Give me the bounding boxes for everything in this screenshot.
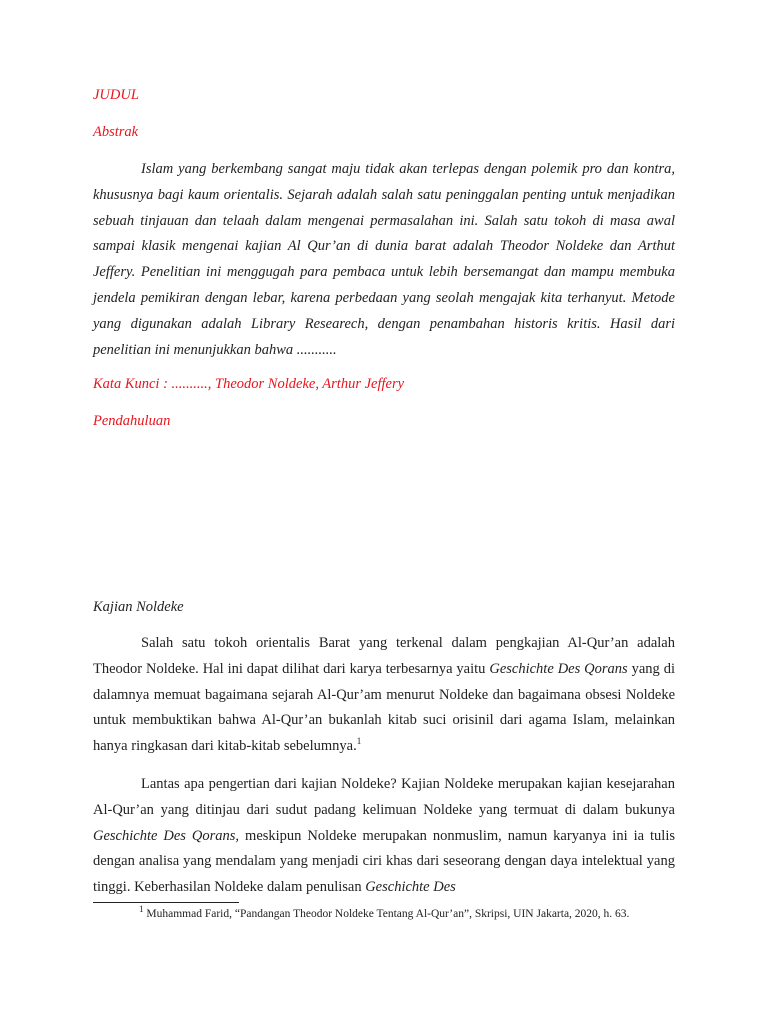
book-title: Geschichte Des Qorans [489, 660, 628, 677]
abstract-paragraph [93, 157, 675, 363]
footnote-number: 1 [139, 904, 144, 915]
introduction-heading: Pendahuluan [93, 413, 171, 429]
paragraph2-text-b: meskipun Noldeke merupakan nonmuslim, namun karyanya ini ia tulis dengan analisa yang mendalam yang menjadi ciri khas dari seseorang dengan daya intelektual yang tinggi. Keberhasilan Noldeke dalam penulisan [93, 827, 675, 896]
footnote-divider [93, 902, 239, 903]
title-heading: JUDUL [93, 87, 139, 103]
book-title: Geschichte Des [365, 879, 456, 896]
paragraph1-text-a: Salah satu tokoh orientalis Barat yang terkenal dalam pengkajian Al-Qur’an adalah Theodor Noldeke. Hal ini dapat dilihat dari karya terbesarnya yaitu [93, 635, 675, 677]
book-title: Geschichte Des Qorans, [93, 827, 240, 844]
paragraph2-text-a: Lantas apa pengertian dari kajian Noldeke? Kajian Noldeke merupakan kajian kesejarahan Al-Qur’an yang ditinjau dari sudut padang kelimuan Noldeke yang termuat di dalam bukunya [93, 776, 675, 818]
body-paragraph-1 [93, 631, 675, 760]
footnote-reference[interactable]: 1 [356, 736, 362, 747]
paragraph1-text-b: yang di dalamnya memuat bagaimana sejarah Al-Qur’am menurut Noldeke dan bagaimana obsesi Noldeke untuk membuktikan bahwa Al-Qur’an bukanlah kitab suci orisinil dari agama Islam, melainkan hanya ringkasan dari kitab-kitab sebelumnya. [93, 660, 675, 755]
abstract-text: Islam yang berkembang sangat maju tidak akan terlepas dengan polemik pro dan kontra, khususnya bagi kaum orientalis. Sejarah adalah salah satu peninggalan penting untuk menjadikan sebuah tinjauan dan telaah dalam mengenai permasalahan ini. Salah satu tokoh di masa awal sampai klasik mengenai kajian Al Qur’an di dunia barat adalah Theodor Noldeke dan Arthut Jeffery. Penelitian ini menggugah para pembaca untuk lebih bersemangat dan mampu membuka jendela pemikiran dengan lebar, karena perbedaan yang seolah mengajak kita terhanyut. Metode yang digunakan adalah Library Researech, dengan penambahan historis kritis. Hasil dari penelitian ini menunjukkan bahwa ........... [93, 161, 675, 358]
abstract-heading: Abstrak [93, 124, 139, 140]
keywords-line: Kata Kunci : .........., Theodor Noldeke, Arthur Jeffery [93, 376, 405, 392]
body-paragraph-2 [93, 772, 675, 901]
footnote [93, 906, 675, 922]
footnote-text: Muhammad Farid, “Pandangan Theodor Noldeke Tentang Al-Qur’an”, Skripsi, UIN Jakarta, 2020, h. 63. [143, 908, 630, 920]
kajian-noldeke-heading: Kajian Noldeke [93, 599, 184, 615]
